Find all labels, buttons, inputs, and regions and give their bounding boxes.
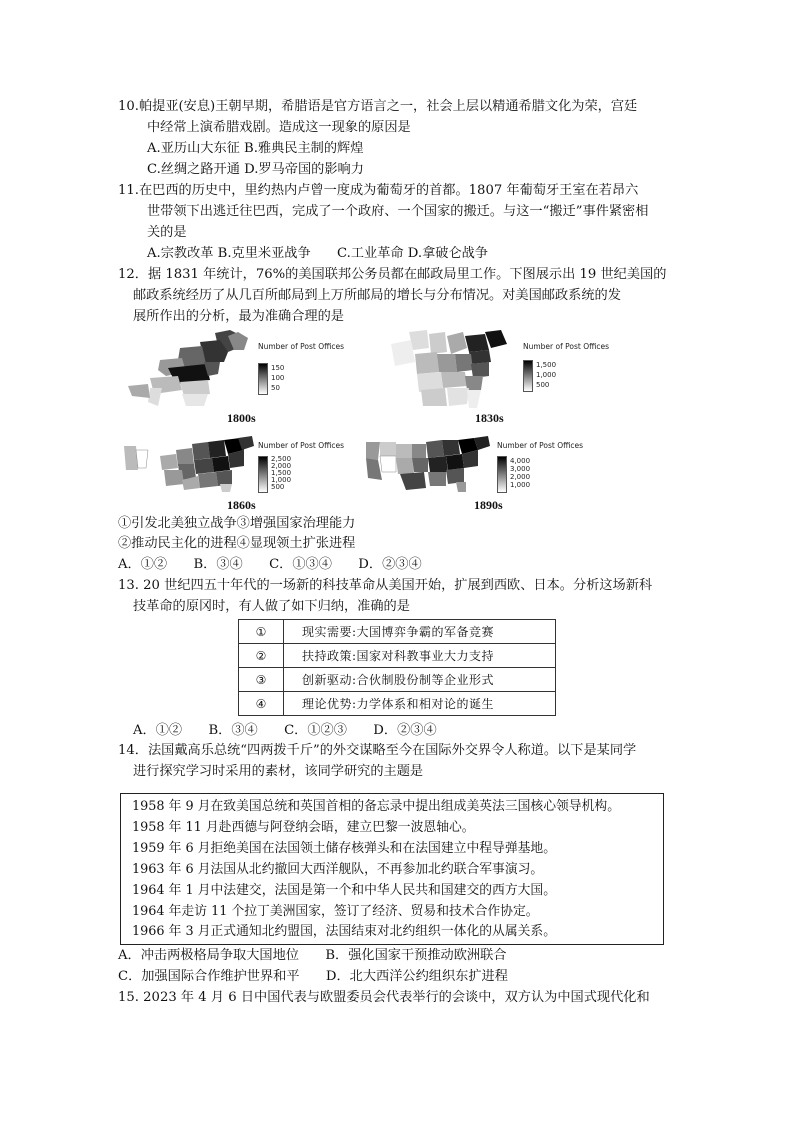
map-1890s-tick: 1,000 bbox=[510, 481, 531, 489]
q10-options-line-1: A.亚历山大东征 B.雅典民主制的辉煌 bbox=[147, 141, 364, 156]
map-1860s-tick: 2,500 bbox=[271, 455, 292, 463]
map-1800s-label: 1800s bbox=[227, 411, 256, 425]
q13-stem-line-1: 13. 20 世纪四五十年代的一场新的科技革命从美国开始，扩展到西欧、日本。分析这场新科 bbox=[118, 578, 653, 593]
map-1890s-legend-bar bbox=[497, 456, 507, 493]
map-1860s-label: 1860s bbox=[227, 498, 256, 512]
material-line: 1964 年 1 月中法建交，法国是第一个和中华人民共和国建交的西方大国。 bbox=[132, 883, 557, 898]
map-1860s bbox=[120, 436, 350, 518]
table-cell-text: 理论优势:力学体系和相对论的诞生 bbox=[284, 692, 556, 716]
map-1830s-states bbox=[385, 328, 510, 410]
q12-stem-line-2: 邮政系统经历了从几百所邮局到上万所邮局的增长与分布情况。对美国邮政系统的发 bbox=[133, 288, 621, 303]
map-1860s-tick: 1,000 bbox=[271, 476, 292, 484]
map-1830s-legend-title: Number of Post Offices bbox=[523, 342, 610, 351]
map-1890s bbox=[362, 436, 602, 518]
map-1890s-tick: 3,000 bbox=[510, 465, 531, 473]
map-1830s-label: 1830s bbox=[475, 411, 504, 425]
q10-stem-line-2: 中经常上演希腊戏剧。造成这一现象的原因是 bbox=[147, 120, 411, 135]
q12-stem-line-3: 展所作出的分析，最为准确合理的是 bbox=[133, 309, 344, 324]
q11-stem-line-1: 11.在巴西的历史中，里约热内卢曾一度成为葡萄牙的首都。1807 年葡萄牙王室在若昂六 bbox=[118, 183, 639, 198]
q14-stem-line-1: 14．法国戴高乐总统“四两拨千斤”的外交谋略至今在国际外交界令人称道。以下是某同学 bbox=[118, 743, 637, 758]
map-1830s-legend-bar bbox=[523, 360, 533, 392]
material-line: 1959 年 6 月拒绝美国在法国领土储存核弹头和在法国建立中程导弹基地。 bbox=[132, 841, 557, 856]
q11-stem-line-2: 世带领下出逃迁往巴西，完成了一个政府、一个国家的搬迁。与这一“搬迁”事件紧密相 bbox=[147, 204, 649, 219]
q13-options: A．①② B．③④ C．①②③ D．②③④ bbox=[133, 723, 437, 738]
table-row bbox=[239, 620, 556, 644]
material-line: 1966 年 3 月正式通知北约盟国，法国结束对北约组织一体化的从属关系。 bbox=[132, 924, 557, 939]
q13-table bbox=[238, 619, 556, 716]
map-1800s-tick: 150 bbox=[271, 364, 285, 372]
map-1800s bbox=[120, 328, 350, 428]
table-row bbox=[239, 644, 556, 668]
table-cell-text: 创新驱动:合伙制股份制等企业形式 bbox=[284, 668, 556, 692]
q11-options: A.宗教改革 B.克里米亚战争 C.工业革命 D.拿破仑战争 bbox=[147, 246, 489, 261]
q12-options: A．①② B．③④ C．①③④ D．②③④ bbox=[118, 557, 422, 572]
q13-stem-line-2: 技革命的原冈时，有人做了如下归纳，准确的是 bbox=[133, 599, 410, 614]
map-1830s-tick: 500 bbox=[536, 381, 550, 389]
table-cell-num: ① bbox=[239, 620, 284, 644]
map-1800s-tick: 50 bbox=[271, 384, 280, 392]
map-1890s-label: 1890s bbox=[474, 498, 503, 512]
q10-options-line-2: C.丝绸之路开通 D.罗马帝国的影响力 bbox=[147, 162, 364, 177]
material-line: 1958 年 11 月赴西德与阿登纳会晤，建立巴黎一波恩轴心。 bbox=[132, 820, 475, 835]
map-1860s-tick: 1,500 bbox=[271, 469, 292, 477]
table-cell-num: ④ bbox=[239, 692, 284, 716]
q14-material-box bbox=[120, 793, 664, 945]
material-line: 1964 年走访 11 个拉丁美洲国家，签订了经济、贸易和技术合作协定。 bbox=[132, 904, 539, 919]
q10-stem-line-1: 10.帕提亚(安息)王朝早期，希腊语是官方语言之一，社会上层以精通希腊文化为荣，宫廷 bbox=[118, 99, 638, 114]
q12-item-line-1: ①引发北美独立战争③增强国家治理能力 bbox=[118, 516, 356, 531]
table-row bbox=[239, 668, 556, 692]
material-line: 1963 年 6 月法国从北约撤回大西洋舰队，不再参加北约联合军事演习。 bbox=[132, 862, 544, 877]
map-1830s-tick: 1,500 bbox=[536, 361, 557, 369]
map-1830s bbox=[385, 328, 625, 428]
q14-options-line-1: A．冲击两极格局争取大国地位 B．强化国家干预推动欧洲联合 bbox=[118, 948, 507, 963]
q14-options-line-2: C．加强国际合作维护世界和平 D．北大西洋公约组织东扩进程 bbox=[118, 969, 508, 984]
map-1890s-states bbox=[362, 436, 492, 492]
q14-stem-line-2: 进行探究学习时采用的素材，该同学研究的主题是 bbox=[133, 764, 424, 779]
map-1830s-tick: 1,000 bbox=[536, 371, 557, 379]
q11-stem-line-3: 关的是 bbox=[147, 225, 187, 240]
map-1800s-states bbox=[120, 328, 260, 408]
table-cell-text: 扶持政策:国家对科教事业大力支持 bbox=[284, 644, 556, 668]
map-1890s-tick: 2,000 bbox=[510, 473, 531, 481]
map-1860s-tick: 2,000 bbox=[271, 462, 292, 470]
table-cell-num: ③ bbox=[239, 668, 284, 692]
map-1860s-states bbox=[120, 436, 260, 492]
table-cell-num: ② bbox=[239, 644, 284, 668]
map-1890s-tick: 4,000 bbox=[510, 457, 531, 465]
material-line: 1958 年 9 月在致美国总统和英国首相的备忘录中提出组成美英法三国核心领导机构。 bbox=[132, 799, 621, 814]
map-1860s-legend-bar bbox=[258, 456, 268, 493]
map-1800s-legend-bar bbox=[258, 363, 268, 395]
q15-stem-line-1: 15. 2023 年 4 月 6 日中国代表与欧盟委员会代表举行的会谈中，双方认为中国式现代化和 bbox=[118, 990, 650, 1005]
map-1860s-legend-title: Number of Post Offices bbox=[258, 441, 345, 450]
q12-stem-line-1: 12．据 1831 年统计，76%的美国联邦公务员都在邮政局里工作。下图展示出 19 世纪美国的 bbox=[118, 267, 667, 282]
map-1890s-legend-title: Number of Post Offices bbox=[497, 441, 584, 450]
map-1860s-tick: 500 bbox=[271, 483, 285, 491]
table-row bbox=[239, 692, 556, 716]
q12-item-line-2: ②推动民主化的进程④显现领土扩张进程 bbox=[118, 536, 356, 551]
table-cell-text: 现实需要:大国博弈争霸的军备竞赛 bbox=[284, 620, 556, 644]
map-1800s-tick: 100 bbox=[271, 374, 285, 382]
map-1800s-legend-title: Number of Post Offices bbox=[258, 342, 345, 351]
